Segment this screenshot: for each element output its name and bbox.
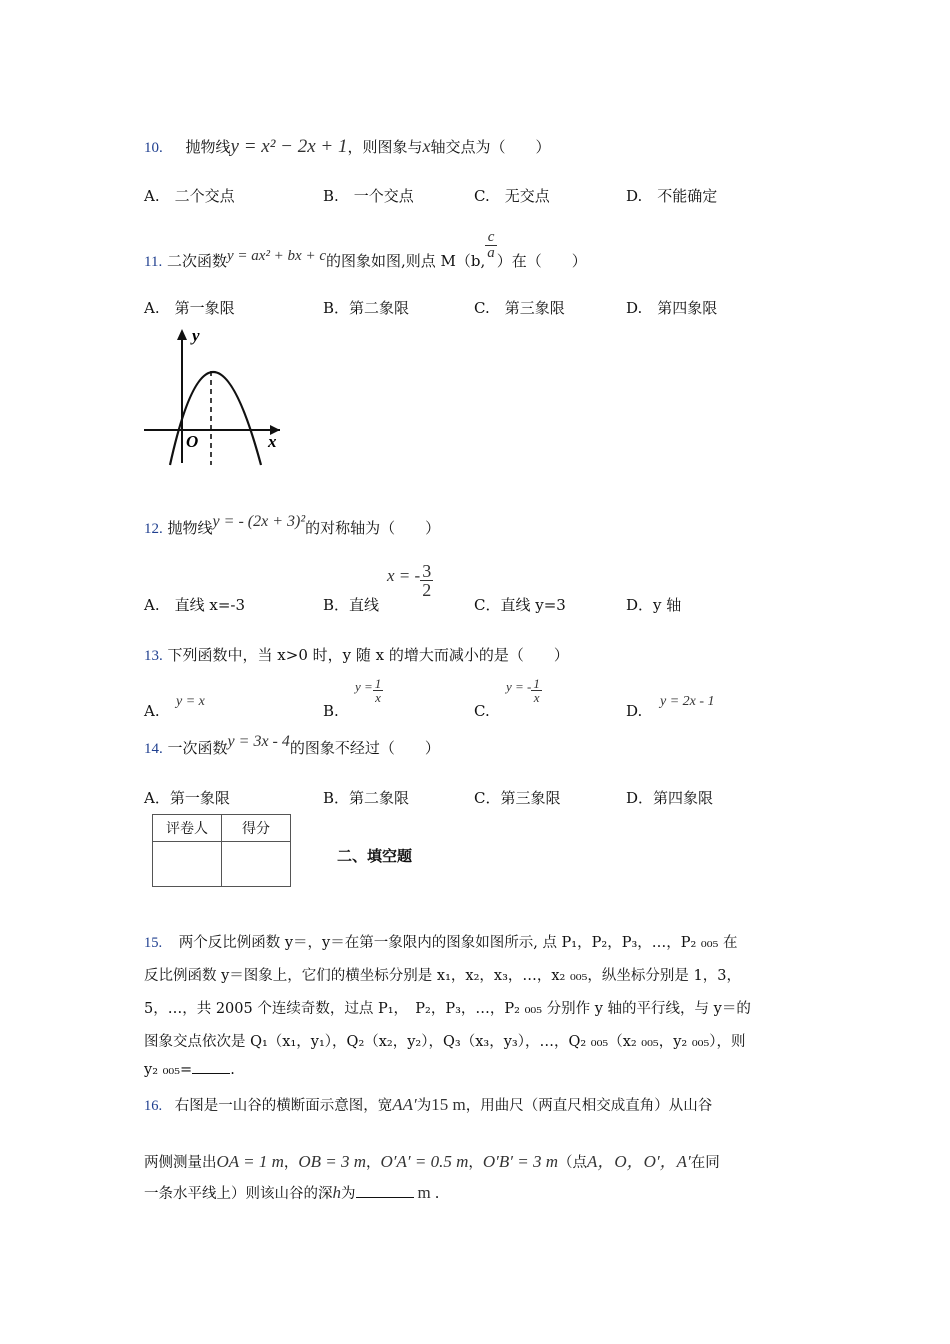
question-text: ，则图象与: [347, 138, 423, 156]
option-b: B．第二象限: [323, 299, 410, 317]
score-table: [152, 814, 291, 887]
question-text: 抛物线: [167, 519, 213, 537]
option-b-label: B.: [323, 702, 339, 720]
score-header: 得分: [222, 815, 291, 842]
fraction-c-over-a: $\frac{c}{a}$: [487, 229, 495, 261]
formula: y = ax² + bx + c: [227, 247, 326, 264]
x-axis-label: x: [268, 432, 277, 451]
question-12: [144, 510, 441, 537]
question-11: [144, 222, 587, 270]
question-text: 下列函数中，当 x>0 时，y 随 x 的增大而减小的是（ ）: [167, 646, 569, 664]
question-16-line-2: 两侧测量出OA = 1 m，OB = 3 m，O′A′ = 0.5 m，O′B′ = 3 m（点A，O，O′，A′在同: [144, 1152, 720, 1171]
option-c-label: C.: [474, 702, 490, 720]
formula: y = x² − 2x + 1: [230, 136, 348, 157]
question-text: 二次函数: [166, 251, 227, 270]
option-b: B．直线: [323, 596, 380, 614]
option-d: D．第四象限: [626, 789, 714, 807]
question-10: [144, 136, 551, 158]
question-number: 13.: [144, 648, 163, 664]
option-a: A．第一象限: [144, 789, 230, 807]
question-text: 的图象不经过（ ）: [289, 739, 440, 757]
question-number: 10.: [144, 140, 163, 156]
option-b-formula: y = $\frac{1}{x}$: [355, 676, 382, 705]
answer-blank[interactable]: [192, 1073, 230, 1074]
question-15-line-5: y₂ ₀₀₅= .: [144, 1062, 235, 1078]
question-number: 11.: [144, 253, 163, 270]
option-c: C．第三象限: [474, 789, 561, 807]
option-c-formula: y = - $\frac{1}{x}$: [506, 676, 540, 705]
question-text: 轴交点为（ ）: [430, 138, 551, 156]
question-text: 的图象如图,则点 M（b,: [326, 251, 486, 270]
option-c: C. 无交点: [474, 187, 550, 205]
question-15-line-2: 反比例函数 y＝图象上，它们的横坐标分别是 x₁，x₂，x₃，…，x₂ ₀₀₅，纵坐标分别是 1，3，: [144, 968, 741, 984]
option-d-label: D.: [626, 702, 643, 720]
parabola-curve: [170, 372, 261, 465]
formula: y = - (2x + 3)²: [212, 513, 306, 530]
section-title: 二、填空题: [337, 847, 413, 865]
parabola-graph: [140, 325, 285, 470]
question-15-line-1: 15. 两个反比例函数 y＝，y＝在第一象限内的图象如图所示, 点 P₁，P₂，P₃，…，P₂ ₀₀₅ 在: [144, 935, 738, 951]
option-a: A. 二个交点: [144, 187, 235, 205]
option-a-label: A.: [144, 702, 160, 720]
question-text: 的对称轴为（ ）: [305, 519, 441, 537]
option-d-formula: y = 2x - 1: [660, 694, 715, 709]
grader-header: 评卷人: [153, 815, 222, 842]
question-15-line-3: 5，…，共 2005 个连续奇数，过点 P₁， P₂，P₃，…，P₂ ₀₀₅ 分别作 y 轴的平行线，与 y＝的: [144, 1001, 751, 1017]
origin-label: O: [186, 432, 199, 451]
option-b: B．第二象限: [323, 789, 410, 807]
question-14: [144, 730, 440, 757]
y-axis-arrow: [177, 329, 187, 340]
question-15-line-4: 图象交点依次是 Q₁（x₁，y₁），Q₂（x₂，y₂），Q₃（x₃，y₃），…，Q₂ ₀₀₅（x₂ ₀₀₅，y₂ ₀₀₅），则: [144, 1034, 746, 1050]
formula: y = 3x - 4: [227, 733, 290, 750]
question-text: 一次函数: [167, 739, 228, 757]
question-16-line-3: 一条水平线上）则该山谷的深h为 m .: [144, 1183, 440, 1202]
option-a: A. 第一象限: [144, 299, 235, 317]
answer-blank[interactable]: [356, 1197, 414, 1198]
option-a-formula: y = x: [176, 694, 205, 709]
question-text: ）在（ ）: [496, 251, 587, 270]
score-cell[interactable]: [222, 842, 291, 887]
question-13: [144, 644, 569, 665]
option-a: A. 直线 x=-3: [144, 596, 246, 614]
grader-cell[interactable]: [153, 842, 222, 887]
option-c: C. 第三象限: [474, 299, 565, 317]
option-c: C．直线 y=3: [474, 596, 566, 614]
option-d: D．y 轴: [626, 596, 682, 614]
question-number: 14.: [144, 741, 163, 757]
option-b: B. 一个交点: [323, 187, 414, 205]
question-text: 抛物线: [185, 138, 231, 156]
option-b-formula: x = - $\frac{3}{2}$: [387, 561, 432, 600]
question-number: 12.: [144, 521, 163, 537]
y-axis-label: y: [192, 326, 200, 345]
question-16-line-1: 16. 右图是一山谷的横断面示意图，宽AA′为15 m，用曲尺（两直尺相交成直角）从山谷: [144, 1095, 713, 1114]
question-number: 15.: [144, 935, 163, 951]
question-number: 16.: [144, 1098, 163, 1114]
option-d: D. 第四象限: [626, 299, 718, 317]
variable: x: [422, 136, 431, 156]
option-d: D. 不能确定: [626, 187, 718, 205]
